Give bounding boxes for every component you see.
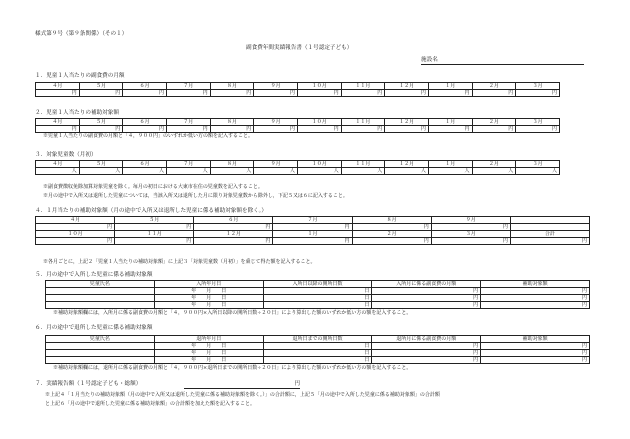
month-header: ８月 <box>210 83 254 90</box>
month-header: ７月 <box>166 119 210 126</box>
subsidy-cell[interactable]: 円 <box>481 302 590 309</box>
amount-cell[interactable]: 円 <box>472 126 516 133</box>
total-header: 合計 <box>510 231 589 238</box>
amount-cell[interactable]: 円 <box>273 224 352 231</box>
amount-cell[interactable]: 円 <box>428 90 472 97</box>
month-header: １１月 <box>341 119 385 126</box>
column-header: 補助対象額 <box>481 336 590 343</box>
s5-title: ５．月の途中で入所した児童に係る補助対象額 <box>35 272 153 278</box>
amount-cell[interactable]: 人 <box>385 168 429 175</box>
value-row <box>36 224 590 231</box>
month-header-row <box>36 83 560 90</box>
table-row <box>46 350 590 357</box>
subsidy-cell[interactable]: 円 <box>481 357 590 364</box>
report-total-field[interactable] <box>184 381 300 389</box>
amount-cell[interactable]: 円 <box>297 126 341 133</box>
amount-cell[interactable]: 円 <box>341 90 385 97</box>
amount-cell[interactable]: 円 <box>79 126 123 133</box>
amount-cell[interactable]: 円 <box>166 126 210 133</box>
month-header: ５月 <box>79 161 123 168</box>
table-header-row <box>46 336 590 343</box>
value-row <box>36 90 560 97</box>
month-header: ４月 <box>36 161 80 168</box>
month-header: ７月 <box>166 161 210 168</box>
monthly-fee-cell[interactable]: 円 <box>372 288 481 295</box>
s4-note: ※各月ごとに，上記２「児童１人当たりの補助対象額」に上記３「対象児童数（月初）」を乗じて得た額を記入すること。 <box>43 259 316 265</box>
form-label: 様式第９号（第９条関係）（その１） <box>35 31 128 37</box>
column-header: 退所月に係る副食費の月額 <box>372 336 481 343</box>
amount-cell[interactable]: 人 <box>472 168 516 175</box>
month-header: ９月 <box>254 83 298 90</box>
table-row <box>46 295 590 302</box>
s2-table <box>35 118 560 133</box>
column-header: 補助対象額 <box>481 281 590 288</box>
month-header: ８月 <box>210 119 254 126</box>
month-header: ７月 <box>166 83 210 90</box>
amount-cell[interactable]: 円 <box>166 90 210 97</box>
s3-table <box>35 160 560 175</box>
amount-cell[interactable]: 円 <box>297 90 341 97</box>
amount-cell[interactable]: 円 <box>428 126 472 133</box>
amount-cell[interactable]: 円 <box>352 224 431 231</box>
column-header: 入所年月日 <box>154 281 263 288</box>
subsidy-cell[interactable]: 円 <box>481 343 590 350</box>
month-header: １１月 <box>341 83 385 90</box>
s2-note: ※児童１人当たりの副食費の月額と「４，９００円」のいずれか低い方の額を記入すること。 <box>43 133 254 139</box>
s4-table <box>35 216 590 245</box>
month-header-row <box>36 161 560 168</box>
days-cell[interactable]: 日 <box>263 350 372 357</box>
table-row <box>46 343 590 350</box>
days-cell[interactable]: 日 <box>263 343 372 350</box>
amount-cell[interactable]: 円 <box>472 90 516 97</box>
value-row <box>36 126 560 133</box>
month-header: ５月 <box>115 217 194 224</box>
amount-cell[interactable]: 円 <box>210 126 254 133</box>
amount-cell[interactable]: 円 <box>385 126 429 133</box>
month-header: ９月 <box>254 119 298 126</box>
month-header: ６月 <box>194 217 273 224</box>
amount-cell[interactable]: 円 <box>36 224 115 231</box>
month-header: １月 <box>273 231 352 238</box>
column-header: 入所日以降の開所日数 <box>263 281 372 288</box>
monthly-fee-cell[interactable]: 円 <box>372 357 481 364</box>
month-header: ６月 <box>123 119 167 126</box>
month-header: １０月 <box>297 83 341 90</box>
month-header: ２月 <box>472 119 516 126</box>
month-header: ７月 <box>273 217 352 224</box>
child-name-cell[interactable] <box>46 357 155 364</box>
s3-note-1: ※副食費徴収免除加算対象児童を除く。毎月の初日における大東市在住の児童数を記入すること。 <box>43 184 263 190</box>
days-cell[interactable]: 日 <box>263 288 372 295</box>
amount-cell[interactable]: 人 <box>79 168 123 175</box>
amount-cell[interactable]: 人 <box>210 168 254 175</box>
month-header: ８月 <box>352 217 431 224</box>
month-header-row <box>36 231 590 238</box>
value-row <box>36 238 590 245</box>
amount-cell[interactable]: 人 <box>254 168 298 175</box>
subsidy-cell[interactable]: 円 <box>481 295 590 302</box>
table-row <box>46 357 590 364</box>
date-cell[interactable]: 年 月 日 <box>154 288 263 295</box>
amount-cell[interactable]: 円 <box>352 238 431 245</box>
amount-cell[interactable]: 円 <box>123 126 167 133</box>
s1-table <box>35 82 560 97</box>
child-name-cell[interactable] <box>46 288 155 295</box>
s3-note-2: ※月の途中で入所又は退所した児童については，当該入所又は退所した月に限り対象児童数から除外し，下記５又は６に記入すること。 <box>43 193 348 199</box>
amount-cell[interactable]: 人 <box>297 168 341 175</box>
date-cell[interactable]: 年 月 日 <box>154 302 263 309</box>
month-header: ４月 <box>36 217 115 224</box>
amount-cell[interactable]: 円 <box>341 126 385 133</box>
amount-cell[interactable]: 円 <box>254 90 298 97</box>
month-header: ２月 <box>472 161 516 168</box>
month-header: ６月 <box>123 83 167 90</box>
column-header: 入所月に係る副食費の月額 <box>372 281 481 288</box>
amount-cell[interactable]: 人 <box>516 168 560 175</box>
s4-title: ４．１月当たりの補助対象額（月の途中で入所又は退所した児童に係る補助対象額を除く。） <box>35 208 268 214</box>
subsidy-cell[interactable]: 円 <box>481 288 590 295</box>
month-header: ２月 <box>352 231 431 238</box>
month-header: １月 <box>428 119 472 126</box>
amount-cell[interactable]: 円 <box>79 90 123 97</box>
month-header: ４月 <box>36 83 80 90</box>
facility-name-field[interactable] <box>421 57 584 65</box>
amount-cell[interactable]: 円 <box>36 238 115 245</box>
date-cell[interactable]: 年 月 日 <box>154 350 263 357</box>
amount-cell[interactable]: 円 <box>115 224 194 231</box>
month-header: １１月 <box>341 161 385 168</box>
column-header: 児童氏名 <box>46 336 155 343</box>
amount-cell[interactable]: 円 <box>115 238 194 245</box>
amount-cell[interactable]: 人 <box>341 168 385 175</box>
amount-cell[interactable]: 円 <box>123 90 167 97</box>
month-header: １０月 <box>297 161 341 168</box>
month-header: ６月 <box>123 161 167 168</box>
month-header: ３月 <box>431 231 510 238</box>
s6-title: ６．月の途中で退所した児童に係る補助対象額 <box>35 325 153 331</box>
month-header: ３月 <box>516 119 560 126</box>
table-header-row <box>46 281 590 288</box>
page-title: 副食費年間実績報告書（１号認定子ども） <box>246 45 353 51</box>
days-cell[interactable]: 日 <box>263 302 372 309</box>
column-header: 児童氏名 <box>46 281 155 288</box>
amount-cell[interactable]: 円 <box>516 126 560 133</box>
amount-cell[interactable]: 円 <box>36 126 80 133</box>
amount-cell[interactable]: 円 <box>194 238 273 245</box>
date-cell[interactable]: 年 月 日 <box>154 343 263 350</box>
amount-cell[interactable]: 円 <box>431 238 510 245</box>
monthly-fee-cell[interactable]: 円 <box>372 350 481 357</box>
month-header: １０月 <box>36 231 115 238</box>
amount-cell[interactable]: 人 <box>36 168 80 175</box>
blank-cell <box>510 224 589 231</box>
s1-title: １．児童１人当たりの副食費の月額 <box>35 73 125 79</box>
month-header: ９月 <box>254 161 298 168</box>
amount-cell[interactable]: 円 <box>385 90 429 97</box>
yen-unit: 円 <box>294 381 300 387</box>
month-header: ４月 <box>36 119 80 126</box>
month-header-row <box>36 217 590 224</box>
month-header: １月 <box>428 161 472 168</box>
value-row <box>36 168 560 175</box>
monthly-fee-cell[interactable]: 円 <box>372 343 481 350</box>
column-header: 退所日までの開所日数 <box>263 336 372 343</box>
month-header: ９月 <box>431 217 510 224</box>
month-header: ３月 <box>516 83 560 90</box>
days-cell[interactable]: 日 <box>263 295 372 302</box>
monthly-fee-cell[interactable]: 円 <box>372 302 481 309</box>
s2-title: ２．児童１人当たりの補助対象額 <box>35 110 119 116</box>
month-header: １２月 <box>194 231 273 238</box>
amount-cell[interactable]: 円 <box>431 224 510 231</box>
child-name-cell[interactable] <box>46 295 155 302</box>
month-header-row <box>36 119 560 126</box>
month-header: ５月 <box>79 119 123 126</box>
amount-cell[interactable]: 円 <box>210 90 254 97</box>
month-header: １２月 <box>385 119 429 126</box>
month-header: １０月 <box>297 119 341 126</box>
s7-note-2: と上記６「月の途中で退所した児童に係る補助対象額」の合計額を加えた額を記入すること。 <box>45 401 256 407</box>
s7-note-1: ※上記４「１月当たりの補助対象額（月の途中で入所又は退所した児童に係る補助対象額を除く。）」の合計額に，上記５「月の途中で入所した児童に係る補助対象額」の合計額 <box>45 392 440 398</box>
date-cell[interactable]: 年 月 日 <box>154 295 263 302</box>
table-row <box>46 288 590 295</box>
s3-title: ３．対象児童数（月初） <box>35 152 97 158</box>
table-row <box>46 302 590 309</box>
amount-cell[interactable]: 円 <box>254 126 298 133</box>
s6-table <box>45 335 590 364</box>
month-header: ８月 <box>210 161 254 168</box>
month-header: ２月 <box>472 83 516 90</box>
amount-cell[interactable]: 円 <box>516 90 560 97</box>
child-name-cell[interactable] <box>46 350 155 357</box>
column-header: 退所年月日 <box>154 336 263 343</box>
subsidy-cell[interactable]: 円 <box>481 350 590 357</box>
amount-cell[interactable]: 円 <box>273 238 352 245</box>
facility-label: 施設名 <box>421 57 438 63</box>
amount-cell[interactable]: 円 <box>36 90 80 97</box>
month-header: １２月 <box>385 161 429 168</box>
s6-note: ※補助対象額欄には，退所月に係る副食費の月額と「４，９００円×退所日までの開所日数÷２０日」により算出した額のいずれか低い方の額を記入すること。 <box>53 365 412 371</box>
blank-cell <box>510 217 589 224</box>
s5-table <box>45 280 590 309</box>
child-name-cell[interactable] <box>46 302 155 309</box>
amount-cell[interactable]: 人 <box>166 168 210 175</box>
month-header: ３月 <box>516 161 560 168</box>
amount-cell[interactable]: 円 <box>194 224 273 231</box>
child-name-cell[interactable] <box>46 343 155 350</box>
s5-note: ※補助対象額欄には，入所月に係る副食費の月額と「４，９００円×入所日以降の開所日数÷２０日」により算出した額のいずれか低い方の額を記入すること。 <box>53 310 412 316</box>
total-cell[interactable]: 円 <box>510 238 589 245</box>
month-header: １月 <box>428 83 472 90</box>
days-cell[interactable]: 日 <box>263 357 372 364</box>
amount-cell[interactable]: 人 <box>123 168 167 175</box>
monthly-fee-cell[interactable]: 円 <box>372 295 481 302</box>
month-header: １２月 <box>385 83 429 90</box>
month-header: １１月 <box>115 231 194 238</box>
date-cell[interactable]: 年 月 日 <box>154 357 263 364</box>
month-header: ５月 <box>79 83 123 90</box>
s7-title: ７．実績報告額（１号認定子ども・総額） <box>35 381 142 387</box>
amount-cell[interactable]: 人 <box>428 168 472 175</box>
